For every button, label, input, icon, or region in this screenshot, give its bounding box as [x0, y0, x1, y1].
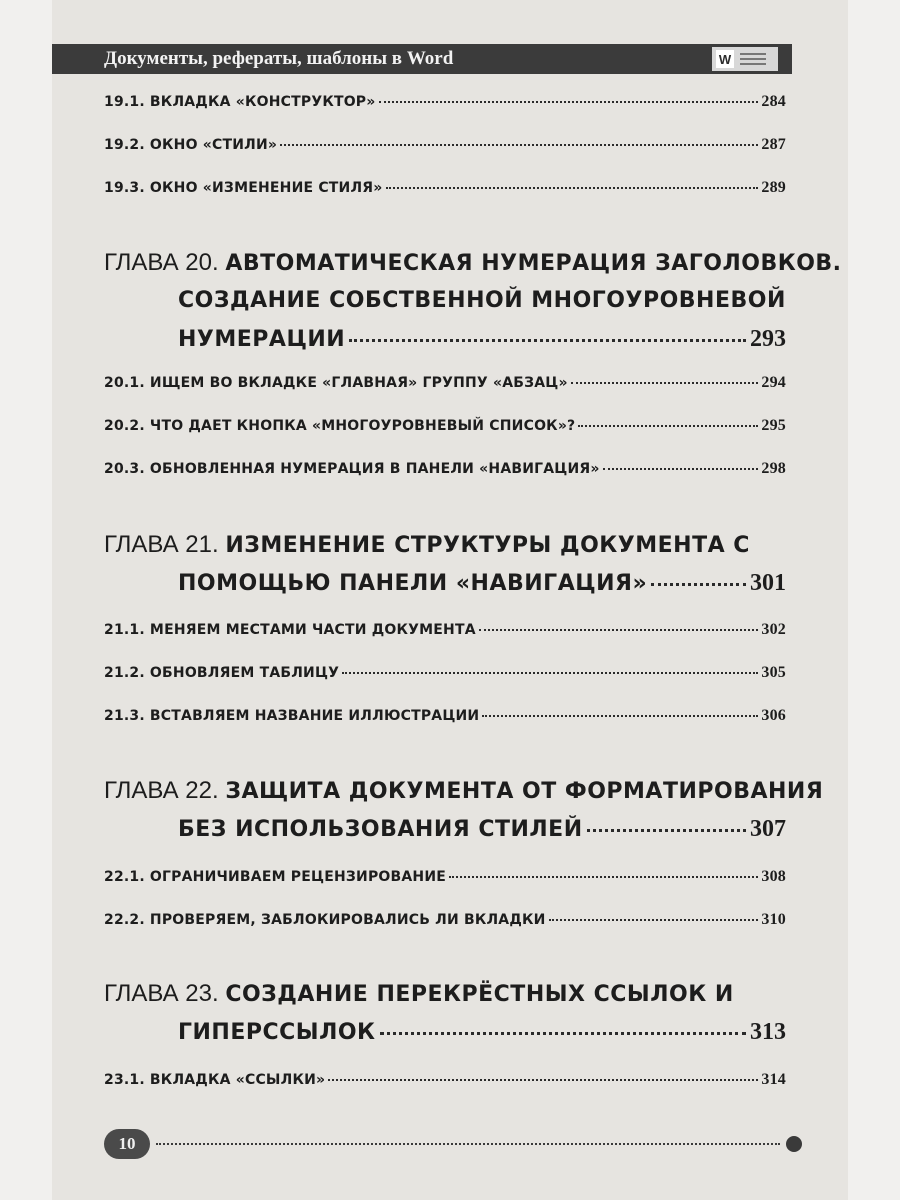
toc-entry-page: 314 [761, 1071, 786, 1088]
chapter-page: 313 [750, 1019, 786, 1045]
page-number: 10 [104, 1129, 150, 1159]
chapter-title-line: ГИПЕРССЫЛОК [178, 1020, 376, 1045]
toc-entry[interactable] [104, 417, 786, 435]
toc-entry-title: 19.3. ОКНО «ИЗМЕНЕНИЕ СТИЛЯ» [104, 180, 383, 196]
toc-entry-page: 310 [761, 911, 786, 928]
chapter-prefix: ГЛАВА 23. [104, 980, 226, 1007]
toc-entry[interactable] [104, 179, 786, 197]
toc-entry[interactable] [104, 460, 786, 478]
page-footer [104, 1126, 802, 1162]
chapter-title-line: СОЗДАНИЕ ПЕРЕКРЁСТНЫХ ССЫЛОК И [225, 982, 734, 1007]
chapter-page: 293 [750, 326, 786, 352]
chapter-page: 301 [750, 570, 786, 596]
toc-entry-title: 23.1. ВКЛАДКА «ССЫЛКИ» [104, 1072, 326, 1088]
toc-entry-page: 305 [761, 664, 786, 681]
toc-entry[interactable] [104, 136, 786, 154]
toc-entry-page: 306 [761, 707, 786, 724]
toc-entry[interactable] [104, 911, 786, 929]
word-icon: W [712, 47, 778, 71]
toc-entry[interactable] [104, 621, 786, 639]
toc-entry[interactable] [104, 93, 786, 111]
toc-entry-page: 287 [761, 136, 786, 153]
toc-entry-page: 294 [761, 374, 786, 391]
footer-dot-icon [786, 1136, 802, 1152]
toc-entry-title: 19.2. ОКНО «СТИЛИ» [104, 137, 278, 153]
toc-entry-page: 295 [761, 417, 786, 434]
toc-entry-title: 20.2. ЧТО ДАЕТ КНОПКА «МНОГОУРОВНЕВЫЙ СПИСОК»? [104, 418, 576, 434]
chapter-title-line: БЕЗ ИСПОЛЬЗОВАНИЯ СТИЛЕЙ [178, 817, 583, 842]
running-header [52, 44, 792, 74]
chapter-title-line: СОЗДАНИЕ СОБСТВЕННОЙ МНОГОУРОВНЕВОЙ [178, 288, 786, 313]
toc-entry-title: 22.1. ОГРАНИЧИВАЕМ РЕЦЕНЗИРОВАНИЕ [104, 869, 447, 885]
toc-entry[interactable] [104, 664, 786, 682]
toc-entry-title: 21.1. МЕНЯЕМ МЕСТАМИ ЧАСТИ ДОКУМЕНТА [104, 622, 476, 638]
header-title: Документы, рефераты, шаблоны в Word [104, 48, 454, 69]
toc-entry-title: 19.1. ВКЛАДКА «КОНСТРУКТОР» [104, 94, 376, 110]
toc-chapter[interactable] [104, 526, 786, 602]
chapter-title-line: ПОМОЩЬЮ ПАНЕЛИ «НАВИГАЦИЯ» [178, 571, 648, 596]
toc-entry-page: 302 [761, 621, 786, 638]
toc-entry-title: 20.1. ИЩЕМ ВО ВКЛАДКЕ «ГЛАВНАЯ» ГРУППУ «АБЗАЦ» [104, 375, 568, 391]
toc-entry-title: 20.3. ОБНОВЛЕННАЯ НУМЕРАЦИЯ В ПАНЕЛИ «НАВИГАЦИЯ» [104, 461, 600, 477]
chapter-title-line: ЗАЩИТА ДОКУМЕНТА ОТ ФОРМАТИРОВАНИЯ [225, 779, 824, 804]
toc-entry[interactable] [104, 374, 786, 392]
chapter-title-line: ИЗМЕНЕНИЕ СТРУКТУРЫ ДОКУМЕНТА С [225, 533, 750, 558]
toc-entry[interactable] [104, 868, 786, 886]
chapter-title-line: НУМЕРАЦИИ [178, 327, 346, 352]
toc-chapter[interactable] [104, 772, 824, 848]
toc-entry[interactable] [104, 707, 786, 725]
chapter-prefix: ГЛАВА 22. [104, 777, 226, 804]
toc-entry-title: 21.2. ОБНОВЛЯЕМ ТАБЛИЦУ [104, 665, 340, 681]
toc-entry-title: 22.2. ПРОВЕРЯЕМ, ЗАБЛОКИРОВАЛИСЬ ЛИ ВКЛАДКИ [104, 912, 546, 928]
toc-chapter[interactable] [104, 975, 786, 1051]
toc-entry-page: 289 [761, 179, 786, 196]
toc-chapter[interactable] [104, 244, 842, 358]
chapter-prefix: ГЛАВА 21. [104, 531, 226, 558]
toc-entry-page: 308 [761, 868, 786, 885]
chapter-page: 307 [750, 816, 786, 842]
chapter-title-line: АВТОМАТИЧЕСКАЯ НУМЕРАЦИЯ ЗАГОЛОВКОВ. [225, 251, 842, 276]
toc-entry-page: 284 [761, 93, 786, 110]
toc-entry[interactable] [104, 1071, 786, 1089]
toc-entry-title: 21.3. ВСТАВЛЯЕМ НАЗВАНИЕ ИЛЛЮСТРАЦИИ [104, 708, 480, 724]
toc-entry-page: 298 [761, 460, 786, 477]
footer-divider [156, 1143, 780, 1145]
chapter-prefix: ГЛАВА 20. [104, 249, 226, 276]
